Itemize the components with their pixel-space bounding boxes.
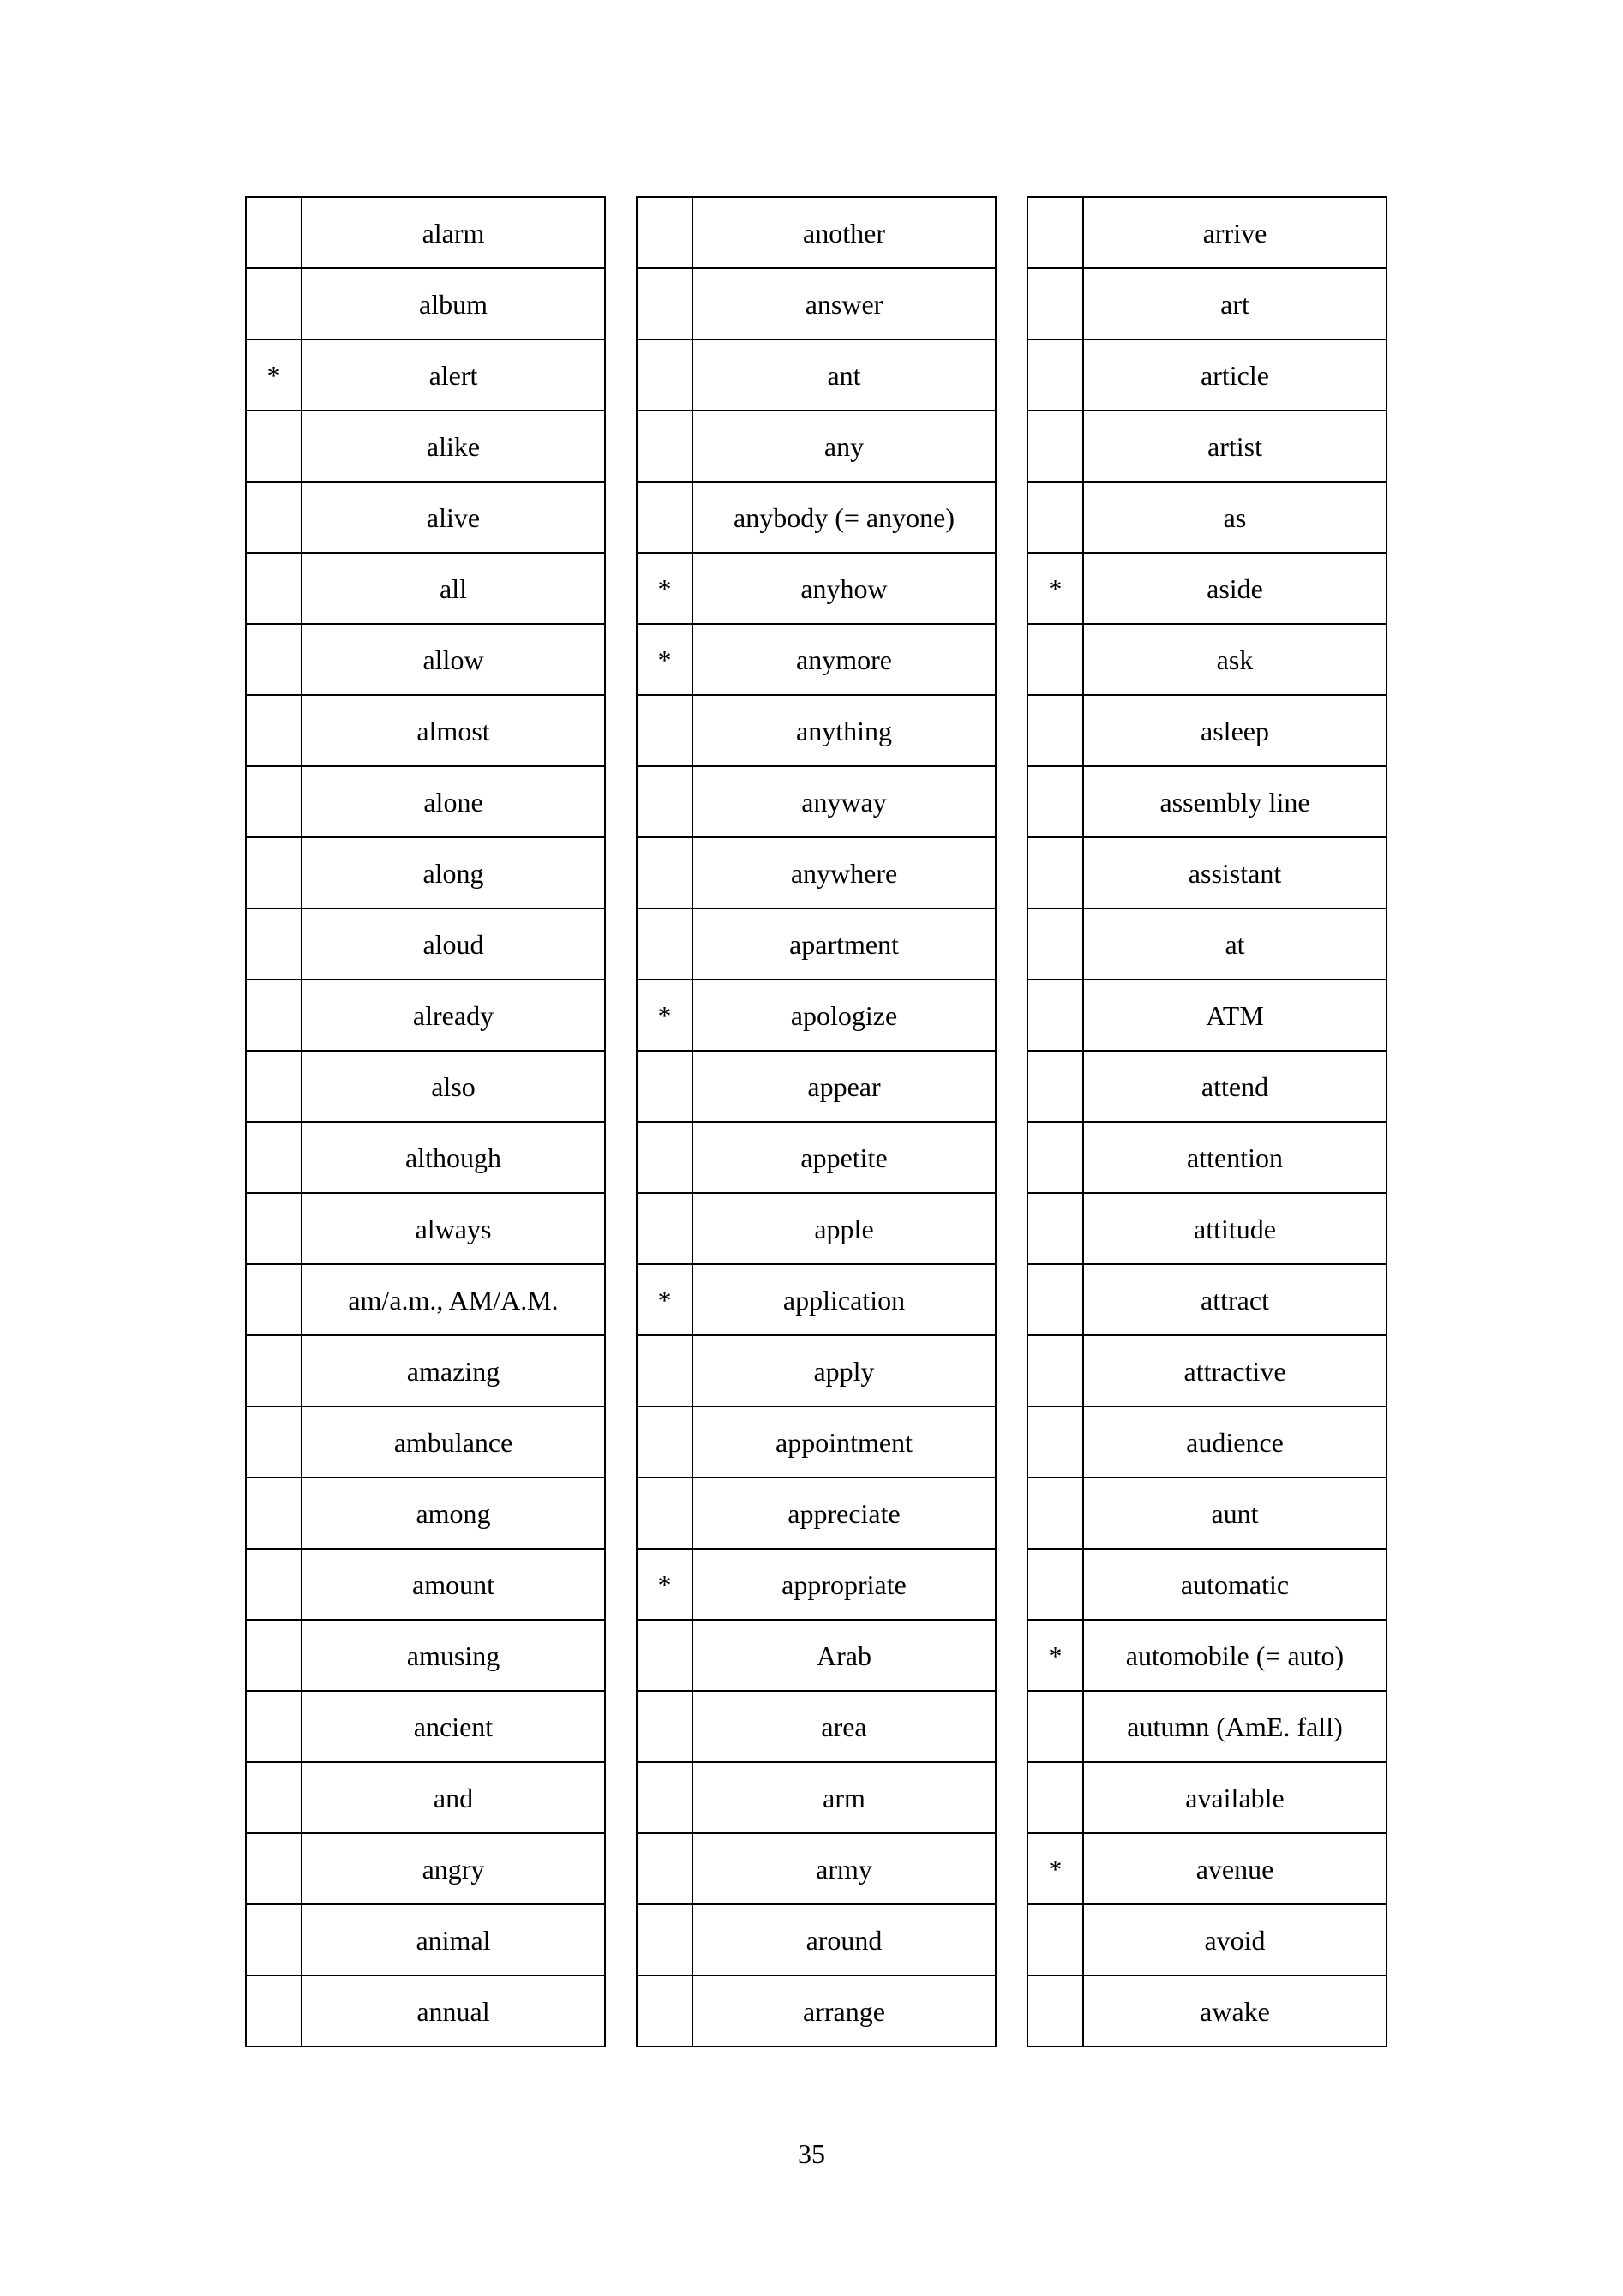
table-row: [246, 1975, 605, 2047]
word-cell: awake: [1083, 1975, 1386, 2047]
word-table-body: [637, 197, 996, 2047]
word-cell: annual: [302, 1975, 605, 2047]
table-row: [1027, 268, 1386, 339]
table-row: [637, 553, 996, 624]
asterisk-mark-cell: *: [637, 1549, 692, 1620]
table-row: [1027, 553, 1386, 624]
asterisk-mark-cell: [246, 482, 302, 553]
asterisk-mark-cell: *: [637, 980, 692, 1051]
word-cell: almost: [302, 695, 605, 766]
table-row: [246, 553, 605, 624]
asterisk-mark-cell: [637, 1193, 692, 1264]
word-cell: am/a.m., AM/A.M.: [302, 1264, 605, 1335]
table-row: [1027, 339, 1386, 411]
asterisk-mark-cell: [1027, 1691, 1083, 1762]
asterisk-mark-cell: [246, 1122, 302, 1193]
asterisk-mark-cell: [246, 1762, 302, 1833]
word-cell: Arab: [692, 1620, 996, 1691]
asterisk-mark-cell: [1027, 411, 1083, 482]
asterisk-mark-cell: [246, 1904, 302, 1975]
asterisk-mark-cell: [246, 197, 302, 268]
word-cell: animal: [302, 1904, 605, 1975]
table-row: [637, 1051, 996, 1122]
word-cell: appear: [692, 1051, 996, 1122]
table-row: [637, 624, 996, 695]
table-row: [246, 268, 605, 339]
word-cell: arm: [692, 1762, 996, 1833]
table-row: [637, 695, 996, 766]
asterisk-mark-cell: [246, 695, 302, 766]
table-row: [637, 1975, 996, 2047]
word-cell: anywhere: [692, 837, 996, 908]
table-row: [637, 1762, 996, 1833]
word-cell: aloud: [302, 908, 605, 980]
word-cell: appropriate: [692, 1549, 996, 1620]
table-row: [1027, 1904, 1386, 1975]
table-row: [637, 1620, 996, 1691]
word-cell: apply: [692, 1335, 996, 1406]
word-cell: alive: [302, 482, 605, 553]
table-row: [1027, 1193, 1386, 1264]
asterisk-mark-cell: [246, 980, 302, 1051]
table-row: [1027, 837, 1386, 908]
asterisk-mark-cell: [637, 695, 692, 766]
table-row: [246, 1193, 605, 1264]
table-row: [1027, 1335, 1386, 1406]
table-row: [1027, 1122, 1386, 1193]
word-cell: available: [1083, 1762, 1386, 1833]
word-cell: aside: [1083, 553, 1386, 624]
asterisk-mark-cell: [246, 411, 302, 482]
asterisk-mark-cell: [637, 411, 692, 482]
table-row: [246, 766, 605, 837]
table-row: [246, 1762, 605, 1833]
table-row: [246, 1051, 605, 1122]
table-row: [1027, 766, 1386, 837]
asterisk-mark-cell: [637, 908, 692, 980]
asterisk-mark-cell: *: [637, 1264, 692, 1335]
table-row: [246, 339, 605, 411]
table-row: [246, 1620, 605, 1691]
table-row: [246, 1904, 605, 1975]
word-cell: also: [302, 1051, 605, 1122]
word-cell: allow: [302, 624, 605, 695]
table-row: [1027, 1975, 1386, 2047]
table-row: [637, 197, 996, 268]
asterisk-mark-cell: [1027, 624, 1083, 695]
asterisk-mark-cell: [246, 268, 302, 339]
asterisk-mark-cell: [637, 1762, 692, 1833]
table-row: [637, 339, 996, 411]
asterisk-mark-cell: [637, 1335, 692, 1406]
asterisk-mark-cell: [1027, 197, 1083, 268]
asterisk-mark-cell: [1027, 1335, 1083, 1406]
table-row: [637, 837, 996, 908]
word-cell: anymore: [692, 624, 996, 695]
word-cell: alone: [302, 766, 605, 837]
asterisk-mark-cell: [1027, 482, 1083, 553]
page-number: 35: [798, 2138, 825, 2169]
word-cell: ant: [692, 339, 996, 411]
table-row: [637, 1691, 996, 1762]
word-cell: answer: [692, 268, 996, 339]
asterisk-mark-cell: [637, 482, 692, 553]
table-row: [637, 1406, 996, 1478]
asterisk-mark-cell: [246, 1478, 302, 1549]
word-table-body: [1027, 197, 1386, 2047]
word-cell: autumn (AmE. fall): [1083, 1691, 1386, 1762]
table-row: [637, 1833, 996, 1904]
word-table-body: [246, 197, 605, 2047]
asterisk-mark-cell: [1027, 1122, 1083, 1193]
table-row: [1027, 411, 1386, 482]
word-cell: attractive: [1083, 1335, 1386, 1406]
word-cell: as: [1083, 482, 1386, 553]
word-cell: among: [302, 1478, 605, 1549]
word-cell: ask: [1083, 624, 1386, 695]
word-cell: alert: [302, 339, 605, 411]
word-cell: and: [302, 1762, 605, 1833]
asterisk-mark-cell: [1027, 1264, 1083, 1335]
word-cell: appointment: [692, 1406, 996, 1478]
word-cell: assistant: [1083, 837, 1386, 908]
table-row: [637, 1193, 996, 1264]
table-row: [1027, 1691, 1386, 1762]
word-cell: aunt: [1083, 1478, 1386, 1549]
table-row: [1027, 1051, 1386, 1122]
asterisk-mark-cell: [1027, 339, 1083, 411]
table-row: [1027, 1406, 1386, 1478]
asterisk-mark-cell: [246, 1193, 302, 1264]
table-row: [246, 1264, 605, 1335]
asterisk-mark-cell: [246, 1691, 302, 1762]
word-table-column-2: [636, 196, 997, 2047]
word-cell: album: [302, 268, 605, 339]
word-cell: attention: [1083, 1122, 1386, 1193]
table-row: [637, 1122, 996, 1193]
table-row: [1027, 1620, 1386, 1691]
asterisk-mark-cell: *: [1027, 1833, 1083, 1904]
table-row: [246, 1335, 605, 1406]
asterisk-mark-cell: *: [637, 624, 692, 695]
word-cell: amazing: [302, 1335, 605, 1406]
table-row: [246, 1122, 605, 1193]
asterisk-mark-cell: [246, 908, 302, 980]
word-cell: arrange: [692, 1975, 996, 2047]
asterisk-mark-cell: [637, 1122, 692, 1193]
asterisk-mark-cell: [637, 197, 692, 268]
asterisk-mark-cell: [1027, 1975, 1083, 2047]
table-row: [246, 411, 605, 482]
word-table-column-3: [1027, 196, 1387, 2047]
table-row: [637, 1549, 996, 1620]
asterisk-mark-cell: [637, 1833, 692, 1904]
word-cell: artist: [1083, 411, 1386, 482]
asterisk-mark-cell: [246, 553, 302, 624]
table-row: [246, 482, 605, 553]
word-cell: attract: [1083, 1264, 1386, 1335]
word-cell: application: [692, 1264, 996, 1335]
table-row: [637, 1904, 996, 1975]
word-cell: angry: [302, 1833, 605, 1904]
asterisk-mark-cell: [246, 1833, 302, 1904]
word-cell: always: [302, 1193, 605, 1264]
table-row: [637, 980, 996, 1051]
word-cell: attitude: [1083, 1193, 1386, 1264]
word-cell: assembly line: [1083, 766, 1386, 837]
table-row: [637, 411, 996, 482]
asterisk-mark-cell: [637, 339, 692, 411]
word-cell: anyway: [692, 766, 996, 837]
word-cell: automatic: [1083, 1549, 1386, 1620]
word-cell: automobile (= auto): [1083, 1620, 1386, 1691]
table-row: [1027, 624, 1386, 695]
asterisk-mark-cell: [246, 1549, 302, 1620]
asterisk-mark-cell: [1027, 268, 1083, 339]
word-cell: amount: [302, 1549, 605, 1620]
word-cell: article: [1083, 339, 1386, 411]
word-cell: avoid: [1083, 1904, 1386, 1975]
word-cell: art: [1083, 268, 1386, 339]
asterisk-mark-cell: [637, 1406, 692, 1478]
word-cell: apple: [692, 1193, 996, 1264]
table-row: [246, 1549, 605, 1620]
table-row: [1027, 1762, 1386, 1833]
asterisk-mark-cell: [1027, 837, 1083, 908]
table-row: [246, 695, 605, 766]
word-cell: army: [692, 1833, 996, 1904]
asterisk-mark-cell: [246, 1975, 302, 2047]
table-row: [1027, 908, 1386, 980]
word-cell: asleep: [1083, 695, 1386, 766]
table-row: [1027, 1478, 1386, 1549]
asterisk-mark-cell: [637, 1975, 692, 2047]
word-cell: apartment: [692, 908, 996, 980]
asterisk-mark-cell: [1027, 695, 1083, 766]
asterisk-mark-cell: [1027, 980, 1083, 1051]
word-cell: appreciate: [692, 1478, 996, 1549]
asterisk-mark-cell: *: [1027, 553, 1083, 624]
table-row: [246, 908, 605, 980]
table-row: [246, 624, 605, 695]
word-table-column-1: [245, 196, 606, 2047]
asterisk-mark-cell: [1027, 1549, 1083, 1620]
asterisk-mark-cell: *: [637, 553, 692, 624]
asterisk-mark-cell: [246, 1406, 302, 1478]
asterisk-mark-cell: [637, 1620, 692, 1691]
asterisk-mark-cell: [1027, 1762, 1083, 1833]
word-cell: along: [302, 837, 605, 908]
asterisk-mark-cell: [246, 1620, 302, 1691]
word-cell: alarm: [302, 197, 605, 268]
table-row: [1027, 197, 1386, 268]
table-row: [246, 1691, 605, 1762]
table-row: [637, 766, 996, 837]
word-cell: already: [302, 980, 605, 1051]
table-row: [1027, 482, 1386, 553]
word-cell: arrive: [1083, 197, 1386, 268]
word-cell: another: [692, 197, 996, 268]
word-cell: appetite: [692, 1122, 996, 1193]
table-row: [1027, 695, 1386, 766]
asterisk-mark-cell: [1027, 766, 1083, 837]
word-cell: anyhow: [692, 553, 996, 624]
table-row: [246, 1406, 605, 1478]
table-row: [1027, 980, 1386, 1051]
table-row: [246, 837, 605, 908]
word-cell: amusing: [302, 1620, 605, 1691]
word-cell: audience: [1083, 1406, 1386, 1478]
word-cell: at: [1083, 908, 1386, 980]
asterisk-mark-cell: [637, 1478, 692, 1549]
asterisk-mark-cell: [246, 837, 302, 908]
word-cell: alike: [302, 411, 605, 482]
asterisk-mark-cell: *: [246, 339, 302, 411]
table-row: [246, 980, 605, 1051]
word-cell: ambulance: [302, 1406, 605, 1478]
table-row: [246, 1478, 605, 1549]
word-cell: avenue: [1083, 1833, 1386, 1904]
table-row: [637, 1264, 996, 1335]
asterisk-mark-cell: [637, 1904, 692, 1975]
word-cell: all: [302, 553, 605, 624]
asterisk-mark-cell: [1027, 1193, 1083, 1264]
table-row: [1027, 1264, 1386, 1335]
asterisk-mark-cell: [1027, 1051, 1083, 1122]
table-row: [637, 268, 996, 339]
table-row: [246, 1833, 605, 1904]
word-cell: attend: [1083, 1051, 1386, 1122]
table-row: [637, 482, 996, 553]
word-cell: anybody (= anyone): [692, 482, 996, 553]
asterisk-mark-cell: [637, 268, 692, 339]
table-row: [637, 1478, 996, 1549]
word-cell: ATM: [1083, 980, 1386, 1051]
asterisk-mark-cell: [246, 1335, 302, 1406]
word-cell: apologize: [692, 980, 996, 1051]
asterisk-mark-cell: [246, 766, 302, 837]
word-cell: although: [302, 1122, 605, 1193]
asterisk-mark-cell: [246, 624, 302, 695]
asterisk-mark-cell: [637, 1051, 692, 1122]
asterisk-mark-cell: [1027, 908, 1083, 980]
asterisk-mark-cell: [637, 837, 692, 908]
asterisk-mark-cell: [1027, 1406, 1083, 1478]
table-row: [1027, 1833, 1386, 1904]
word-cell: ancient: [302, 1691, 605, 1762]
table-row: [637, 908, 996, 980]
asterisk-mark-cell: [246, 1264, 302, 1335]
asterisk-mark-cell: [637, 1691, 692, 1762]
asterisk-mark-cell: [1027, 1904, 1083, 1975]
asterisk-mark-cell: [1027, 1478, 1083, 1549]
word-cell: any: [692, 411, 996, 482]
word-cell: around: [692, 1904, 996, 1975]
word-cell: anything: [692, 695, 996, 766]
table-row: [637, 1335, 996, 1406]
asterisk-mark-cell: *: [1027, 1620, 1083, 1691]
asterisk-mark-cell: [246, 1051, 302, 1122]
table-row: [1027, 1549, 1386, 1620]
asterisk-mark-cell: [637, 766, 692, 837]
table-row: [246, 197, 605, 268]
word-cell: area: [692, 1691, 996, 1762]
